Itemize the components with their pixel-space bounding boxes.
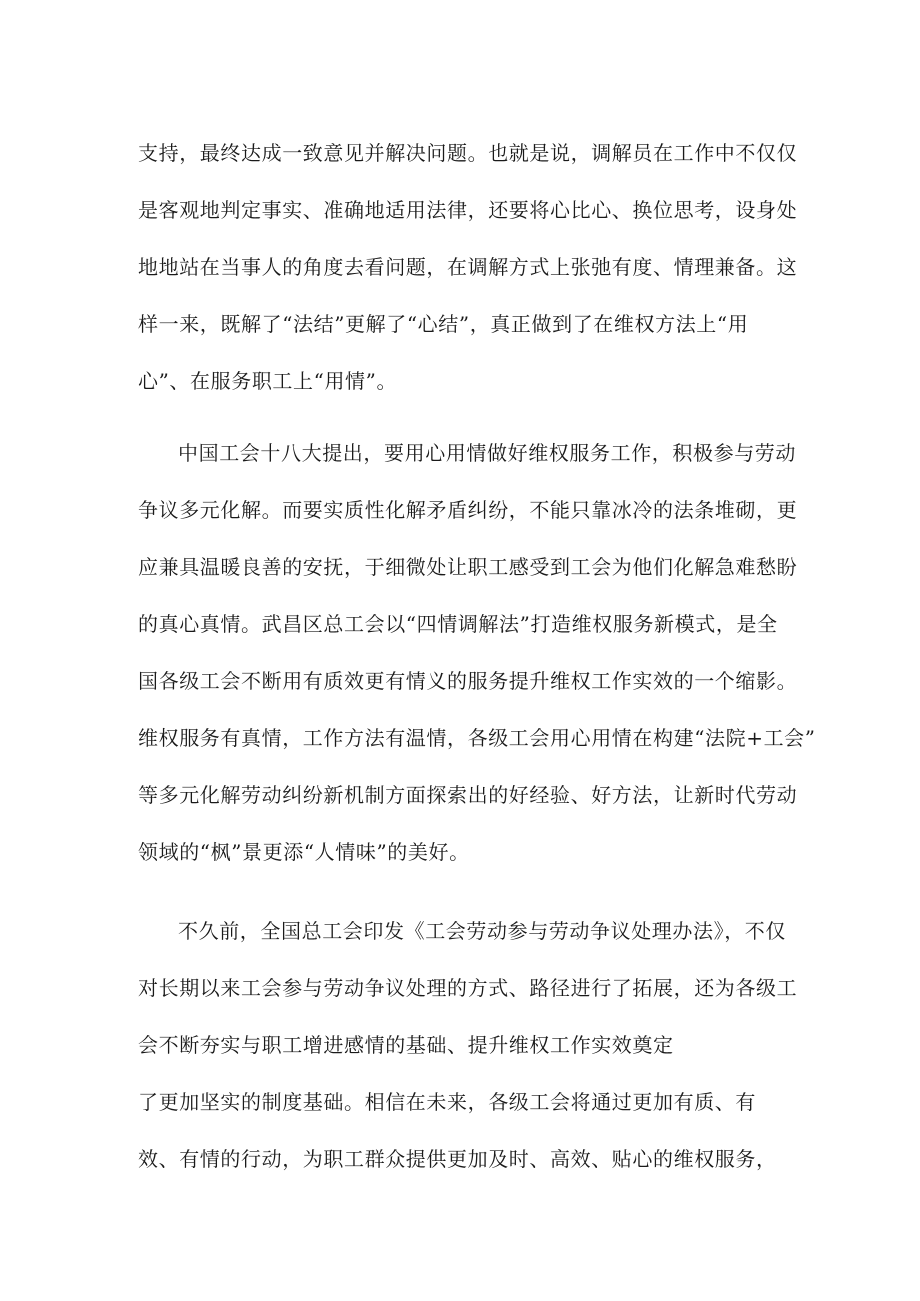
paragraph-2-line-1: 中国工会十八大提出，要用心用情做好维权服务工作，积极参与劳动 — [178, 441, 796, 465]
paragraph-2-line-6: 维权服务有真情，工作方法有温情，各级工会用心用情在构建“法院+工会” — [138, 726, 816, 750]
paragraph-1-line-5: 心”、在服务职工上“用情”。 — [138, 369, 398, 393]
paragraph-3-line-1: 不久前，全国总工会印发《工会劳动参与劳动争议处理办法》，不仅 — [178, 919, 786, 943]
paragraph-2-line-3: 应兼具温暖良善的安抚，于细微处让职工感受到工会为他们化解急难愁盼 — [138, 555, 798, 579]
paragraph-3-line-4: 了更加坚实的制度基础。相信在未来，各级工会将通过更加有质、有 — [138, 1090, 756, 1114]
paragraph-2-line-2: 争议多元化解。而要实质性化解矛盾纠纷，不能只靠冰冷的法条堆砌，更 — [138, 498, 798, 522]
paragraph-1-line-1: 支持，最终达成一致意见并解决问题。也就是说，调解员在工作中不仅仅 — [138, 141, 798, 165]
paragraph-1-line-4: 样一来，既解了“法结”更解了“心结”，真正做到了在维权方法上“用 — [138, 312, 749, 336]
paragraph-3-line-3: 会不断夯实与职工增进感情的基础、提升维权工作实效奠定 — [138, 1033, 674, 1057]
paragraph-3-line-5: 效、有情的行动，为职工群众提供更加及时、高效、贴心的维权服务， — [138, 1147, 777, 1171]
paragraph-3-line-2: 对长期以来工会参与劳动争议处理的方式、路径进行了拓展，还为各级工 — [138, 976, 798, 1000]
paragraph-2-line-8: 领域的“枫”景更添“人情味”的美好。 — [138, 840, 470, 864]
paragraph-1-line-3: 地地站在当事人的角度去看问题，在调解方式上张弛有度、情理兼备。这 — [138, 255, 798, 279]
paragraph-2-line-4: 的真心真情。武昌区总工会以“四情调解法”打造维权服务新模式，是全 — [138, 612, 778, 636]
paragraph-2-line-7: 等多元化解劳动纠纷新机制方面探索出的好经验、好方法，让新时代劳动 — [138, 783, 798, 807]
paragraph-1-line-2: 是客观地判定事实、准确地适用法律，还要将心比心、换位思考，设身处 — [138, 198, 798, 222]
paragraph-2-line-5: 国各级工会不断用有质效更有情义的服务提升维权工作实效的一个缩影。 — [138, 669, 798, 693]
